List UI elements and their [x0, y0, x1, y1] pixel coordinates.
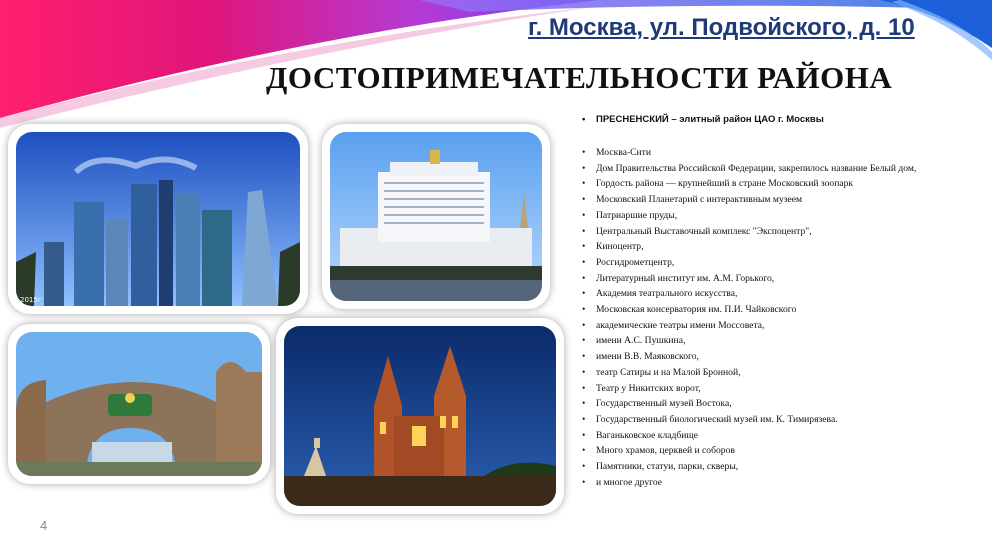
bullet: •	[582, 178, 586, 190]
bullet: •	[582, 272, 586, 284]
list-item-text: Ваганьковское кладбище	[596, 429, 699, 441]
list-item	[582, 443, 916, 459]
list-item	[582, 381, 916, 397]
bullet: •	[582, 162, 586, 174]
list-item-text: Москва-Сити	[596, 147, 651, 158]
bullet: •	[582, 147, 586, 158]
bullet: •	[582, 194, 586, 206]
photo-watermark: 2015г	[20, 296, 42, 304]
photo-cathedral	[276, 318, 564, 514]
list-item	[582, 145, 916, 161]
list-item	[582, 286, 916, 302]
list-item-text: Государственный музей Востока,	[596, 398, 732, 410]
bullet: •	[582, 335, 586, 347]
list-item-text: Московский Планетарий с интерактивным музеем	[596, 194, 803, 206]
list-item-text: Дом Правительства Российской Федерации, закрепилось название Белый дом,	[596, 162, 917, 174]
list-item-text: Академия театрального искусства,	[596, 288, 738, 300]
list-item-text: Государственный биологический музей им. К. Тимирязева.	[596, 413, 838, 425]
list-item	[582, 459, 916, 475]
bullet: •	[582, 429, 586, 441]
list-item-text: Много храмов, церквей и соборов	[596, 445, 735, 457]
list-item-text: Гордость района — крупнейший в стране Московский зоопарк	[596, 178, 854, 190]
list-item-text: Центральный Выставочный комплекс "Экспоцентр",	[596, 225, 812, 237]
bullet: •	[582, 382, 586, 394]
list-item-text: театр Сатиры и на Малой Бронной,	[596, 366, 741, 378]
bullet: •	[582, 398, 586, 410]
list-item	[582, 255, 916, 271]
list-item-text: Литературный институт им. А.М. Горького,	[596, 272, 775, 284]
list-item	[582, 271, 916, 287]
list-item	[582, 208, 916, 224]
list-item	[582, 396, 916, 412]
list-item-text: академические театры имени Моссовета,	[596, 319, 765, 331]
list-item	[582, 192, 916, 208]
list-item	[582, 333, 916, 349]
attractions-list	[582, 145, 916, 490]
list-item-text: Московская консерватория им. П.И. Чайковского	[596, 304, 797, 316]
list-item-text: Киноцентр,	[596, 241, 644, 253]
list-item-text: Театр у Никитских ворот,	[596, 382, 701, 394]
bullet: •	[582, 445, 586, 457]
list-item	[582, 428, 916, 444]
bullet: •	[582, 256, 586, 268]
list-item	[582, 176, 916, 192]
list-item	[582, 349, 916, 365]
list-item-text: и многое другое	[596, 476, 663, 488]
bullet: •	[582, 114, 586, 125]
list-item-text: имени В.В. Маяковского,	[596, 351, 699, 363]
list-item	[582, 224, 916, 240]
bullet: •	[582, 209, 586, 221]
list-item	[582, 318, 916, 334]
bullet: •	[582, 241, 586, 253]
bullet: •	[582, 304, 586, 316]
district-heading	[582, 114, 824, 125]
bullet: •	[582, 319, 586, 331]
photo-moscow-city	[8, 124, 308, 314]
photo-moscow-zoo	[8, 324, 270, 484]
page-title: ДОСТОПРИМЕЧАТЕЛЬНОСТИ РАЙОНА	[266, 60, 893, 95]
list-item	[582, 161, 916, 177]
list-item-text: Патриаршие пруды,	[596, 209, 678, 221]
bullet: •	[582, 476, 586, 488]
photo-white-house	[322, 124, 550, 309]
list-item-text: Памятники, статуи, парки, скверы,	[596, 461, 739, 473]
list-item	[582, 475, 916, 491]
bullet: •	[582, 288, 586, 300]
bullet: •	[582, 413, 586, 425]
page-number: 4	[40, 518, 48, 533]
list-item-text: Росгидрометцентр,	[596, 256, 675, 268]
list-item	[582, 412, 916, 428]
bullet: •	[582, 225, 586, 237]
bullet: •	[582, 366, 586, 378]
list-item	[582, 239, 916, 255]
district-heading-text: ПРЕСНЕНСКИЙ – элитный район ЦАО г. Москвы	[596, 114, 824, 125]
bullet: •	[582, 351, 586, 363]
list-item	[582, 302, 916, 318]
list-item-text: имени А.С. Пушкина,	[596, 335, 686, 347]
bullet: •	[582, 461, 586, 473]
list-item	[582, 365, 916, 381]
address-heading: г. Москва, ул. Подвойского, д. 10	[528, 14, 915, 41]
